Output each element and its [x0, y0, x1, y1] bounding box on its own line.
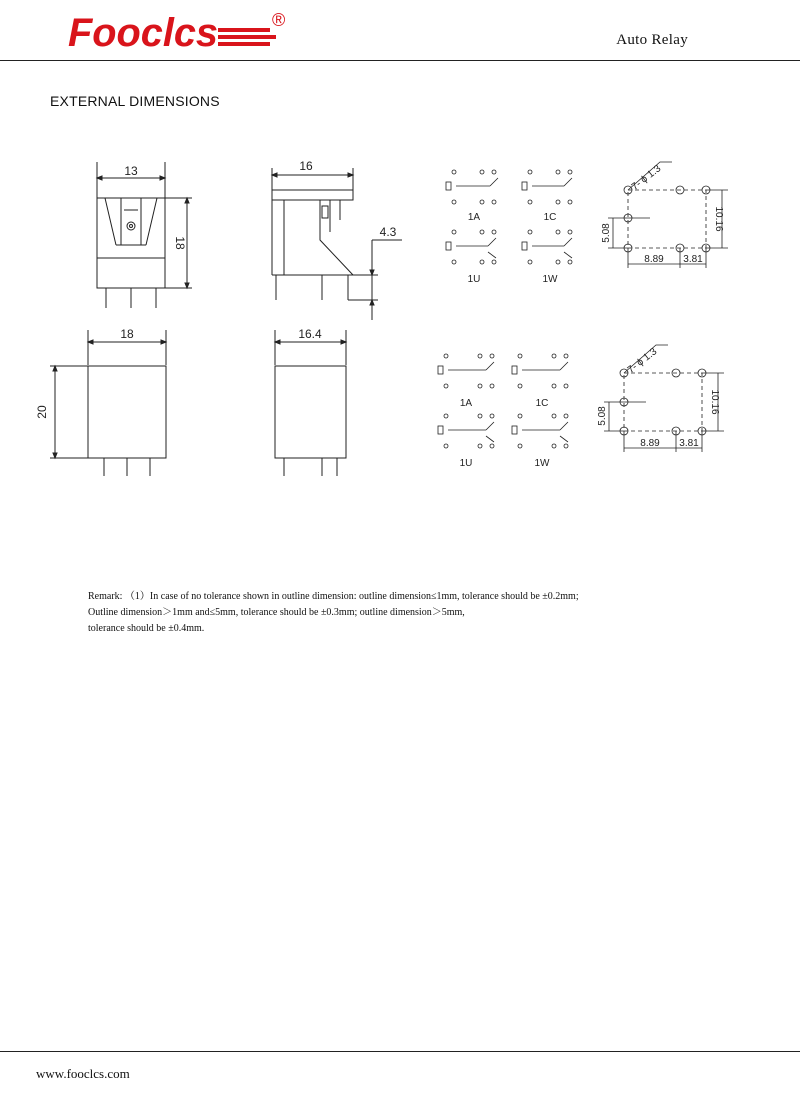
- header-rule: [0, 60, 800, 61]
- relay-front-view: [50, 330, 166, 476]
- logo-wordmark: Fooclcs: [68, 11, 218, 54]
- relay-side-view: [272, 168, 402, 320]
- pcb-hole-note: 7- ϕ 1.3: [629, 163, 664, 193]
- remark-line-1: Remark: （1）In case of no tolerance shown in outline dimension: outline dimension≤1mm, tolerance should be ±0.2mm;: [88, 591, 579, 602]
- dimension-drawing: [0, 140, 800, 490]
- dim-pin-offset: 4.3: [379, 225, 397, 239]
- pcb-dim-b: 3.81: [683, 254, 703, 265]
- dim-side-width: 16: [299, 159, 313, 173]
- pcb-dim-c: 5.08: [601, 223, 612, 243]
- pcb-dim-a-lower: 8.89: [640, 438, 660, 449]
- brand-logo: [68, 8, 298, 54]
- pcb-dim-d-lower: 10.16: [709, 389, 720, 415]
- dim-front-height: 20: [35, 405, 49, 419]
- section-title: EXTERNAL DIMENSIONS: [50, 93, 220, 109]
- pcb-layout-lower: [604, 345, 724, 452]
- schematics-lower: [438, 354, 568, 448]
- pcb-dim-d: 10.16: [713, 206, 724, 232]
- remark-line-3: tolerance should be ±0.4mm.: [88, 623, 205, 634]
- dim-top-height: 18: [173, 236, 187, 250]
- dim-top-width: 13: [124, 164, 138, 178]
- pcb-dim-a: 8.89: [644, 254, 664, 265]
- schematic-label-1w: 1W: [542, 274, 558, 285]
- relay-side-view-2: [275, 330, 346, 476]
- footer-url[interactable]: www.fooclcs.com: [36, 1066, 130, 1081]
- registered-mark: ®: [272, 10, 286, 30]
- logo-speed-lines: [218, 28, 276, 46]
- pcb-dim-b-lower: 3.81: [679, 438, 699, 449]
- schematic-label-1a-lower: 1A: [459, 398, 473, 409]
- pcb-dim-c-lower: 5.08: [597, 406, 608, 426]
- schematic-label-1u: 1U: [467, 274, 481, 285]
- schematic-label-1c: 1C: [543, 212, 557, 223]
- relay-top-view: [97, 162, 192, 308]
- dim-front-width: 18: [120, 327, 134, 341]
- schematic-label-1u-lower: 1U: [459, 458, 473, 469]
- pcb-layout-upper: [608, 162, 728, 268]
- remark-line-2: Outline dimension＞1mm and≤5mm, tolerance should be ±0.3mm; outline dimension＞5mm,: [88, 607, 465, 618]
- schematic-label-1c-lower: 1C: [535, 398, 549, 409]
- pcb-hole-note-lower: 7- ϕ 1.3: [625, 346, 660, 376]
- dim-side2-width: 16.4: [298, 327, 322, 341]
- footer-rule: [0, 1051, 800, 1052]
- schematic-label-1a: 1A: [467, 212, 481, 223]
- remarks-block: [88, 589, 708, 637]
- header-title: Auto Relay: [616, 32, 688, 48]
- schematic-label-1w-lower: 1W: [534, 458, 550, 469]
